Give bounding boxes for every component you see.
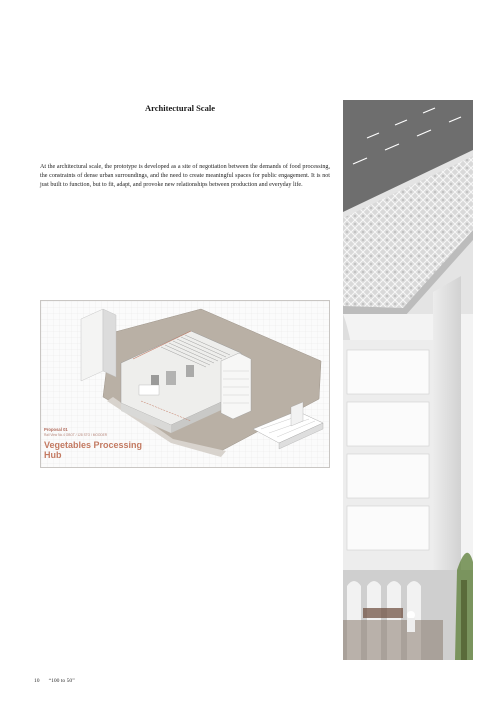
axonometric-figure — [40, 300, 330, 468]
proposal-label: Proposal 01 — [44, 427, 68, 432]
body-paragraph: At the architectural scale, the prototype is developed as a site of negotiation between the demands of food processing, the constraints of dense urban surroundings, and the need to create meaningful spaces for public engagement. It is not just built to function, but to fit, adapt, and provoke new relationships between production and everyday life. — [40, 164, 330, 189]
tower-right — [221, 353, 251, 419]
building-render-photo — [343, 100, 473, 660]
proposal-sub-label: Rail View No.4 OBOT / 128 STO / MOODER — [44, 433, 108, 437]
figure-title: Vegetables Processing Hub — [44, 440, 143, 460]
section-title: Architectural Scale — [145, 103, 215, 113]
page-number: 10 — [34, 678, 40, 684]
render-illustration — [343, 100, 473, 660]
page-footer — [34, 678, 84, 684]
tower-left — [81, 309, 103, 381]
book-title: “100 to 50” — [48, 678, 75, 684]
